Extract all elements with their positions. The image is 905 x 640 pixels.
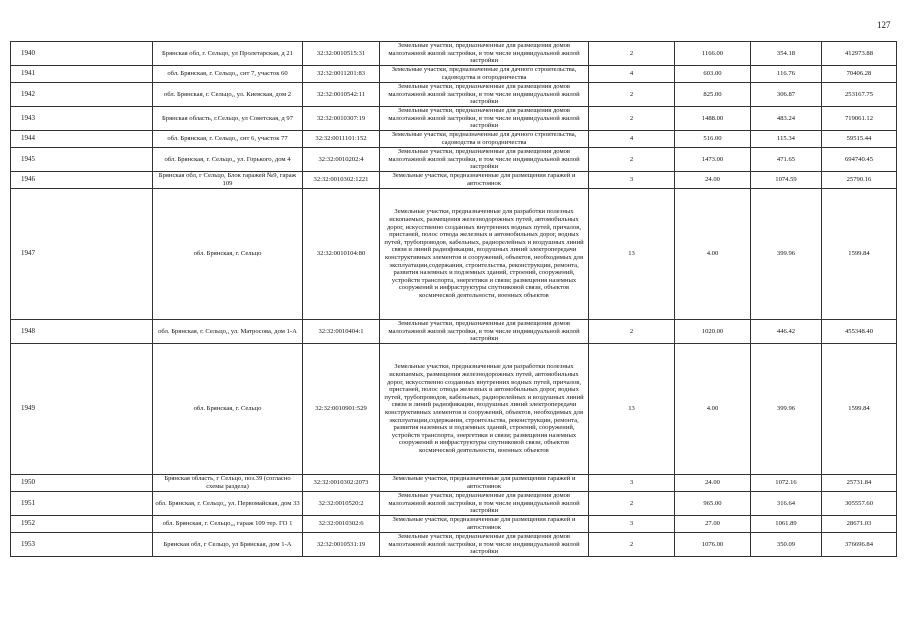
group-cell: 2 [589, 107, 675, 131]
area-cell: 1166.00 [675, 42, 751, 66]
cadastral-value-cell: 376696.84 [822, 533, 897, 557]
land-use-cell: Земельные участки, предназначенные для размещения домов малоэтажной жилой застройки, в том числе индивидуальной жилой застройки [380, 492, 589, 516]
table-row [11, 475, 897, 492]
row-number: 1952 [11, 516, 153, 533]
group-cell: 13 [589, 344, 675, 475]
address-cell: Брянская область, г Сельцо, поз.39 (согласно схемы раздела) [153, 475, 303, 492]
row-number: 1949 [11, 344, 153, 475]
area-cell: 1473.00 [675, 148, 751, 172]
land-use-cell: Земельные участки, предназначенные для разработки полезных ископаемых, размещения железнодорожных путей, автомобильных дорог, искусственно созданных внутренних водных путей, причалов, пристаней, полос отвода железных и автомобильных дорог, водных путей, трубопроводов, кабельных, радиорелейных и воздушных линий связи и линий радиофикации, воздушных линий электропередачи конструктивных элементов и сооружений, объектов, необходимых для эксплуатации,содержания, строительства, реконструкции, ремонта, развития наземных и подземных зданий, строений, сооружений, устройств транспорта, энергетики и связи; размещения наземных сооружений и инфраструктуры спутниковой связи, объектов космической деятельности, военных объектов [380, 189, 589, 320]
cadastral-number-cell: 32:32:0010901:529 [303, 344, 380, 475]
land-use-cell: Земельные участки, предназначенные для размещения гаражей и автостоянок [380, 475, 589, 492]
unit-value-cell: 1061.89 [751, 516, 822, 533]
land-use-cell: Земельные участки, предназначенные для размещения домов малоэтажной жилой застройки, в том числе индивидуальной жилой застройки [380, 148, 589, 172]
group-cell: 2 [589, 320, 675, 344]
unit-value-cell: 116.76 [751, 66, 822, 83]
row-number: 1942 [11, 83, 153, 107]
cadastral-value-cell: 25790.16 [822, 172, 897, 189]
row-number: 1941 [11, 66, 153, 83]
unit-value-cell: 115.34 [751, 131, 822, 148]
row-number: 1945 [11, 148, 153, 172]
land-use-cell: Земельные участки, предназначенные для размещения домов малоэтажной жилой застройки, в том числе индивидуальной жилой застройки [380, 83, 589, 107]
address-cell: обл. Брянская, г. Сельцо,, ул. Матросова, дом 1-А [153, 320, 303, 344]
group-cell: 3 [589, 475, 675, 492]
area-cell: 27.00 [675, 516, 751, 533]
address-cell: Брянская область, г.Сельцо, ул Советская, д 97 [153, 107, 303, 131]
unit-value-cell: 316.64 [751, 492, 822, 516]
cadastral-value-cell: 1599.84 [822, 344, 897, 475]
land-use-cell: Земельные участки, предназначенные для размещения гаражей и автостоянок [380, 172, 589, 189]
table-row [11, 172, 897, 189]
cadastral-value-cell: 70406.28 [822, 66, 897, 83]
land-use-cell: Земельные участки, предназначенные для размещения гаражей и автостоянок [380, 516, 589, 533]
page-number: 127 [877, 20, 891, 30]
group-cell: 3 [589, 172, 675, 189]
table-row [11, 344, 897, 475]
table-row [11, 131, 897, 148]
unit-value-cell: 483.24 [751, 107, 822, 131]
group-cell: 4 [589, 131, 675, 148]
address-cell: обл. Брянская, г. Сельцо,, ул. Горького, дом 4 [153, 148, 303, 172]
row-number: 1940 [11, 42, 153, 66]
area-cell: 24.00 [675, 475, 751, 492]
table-row [11, 42, 897, 66]
group-cell: 2 [589, 148, 675, 172]
table-row [11, 189, 897, 320]
cadastral-value-cell: 305557.60 [822, 492, 897, 516]
cadastral-number-cell: 32:32:0011201:83 [303, 66, 380, 83]
area-cell: 603.00 [675, 66, 751, 83]
area-cell: 825.00 [675, 83, 751, 107]
row-number: 1953 [11, 533, 153, 557]
address-cell: обл. Брянская, г. Сельцо [153, 344, 303, 475]
cadastral-number-cell: 32:32:0010302:6 [303, 516, 380, 533]
unit-value-cell: 306.87 [751, 83, 822, 107]
land-use-cell: Земельные участки, предназначенные для дачного строительства, садоводства и огородничества [380, 131, 589, 148]
area-cell: 24.00 [675, 172, 751, 189]
address-cell: обл. Брянская, г. Сельцо [153, 189, 303, 320]
land-use-cell: Земельные участки, предназначенные для разработки полезных ископаемых, размещения железнодорожных путей, автомобильных дорог, искусственно созданных внутренних водных путей, причалов, пристаней, полос отвода железных и автомобильных дорог, водных путей, трубопроводов, кабельных, радиорелейных и воздушных линий связи и линий радиофикации, воздушных линий электропередачи конструктивных элементов и сооружений, объектов, необходимых для эксплуатации,содержания, строительства, реконструкции, ремонта, развития наземных и подземных зданий, строений, сооружений, устройств транспорта, энергетики и связи; размещения наземных сооружений и инфраструктуры спутниковой связи, объектов космической деятельности, военных объектов [380, 344, 589, 475]
area-cell: 516.00 [675, 131, 751, 148]
row-number: 1947 [11, 189, 153, 320]
address-cell: обл. Брянская, г. Сельцо,, снт 6, участок 77 [153, 131, 303, 148]
unit-value-cell: 471.65 [751, 148, 822, 172]
row-number: 1943 [11, 107, 153, 131]
row-number: 1944 [11, 131, 153, 148]
area-cell: 1076.00 [675, 533, 751, 557]
group-cell: 2 [589, 533, 675, 557]
cadastral-value-cell: 694740.45 [822, 148, 897, 172]
address-cell: Брянская обл, г Сельцо, ул Брянская, дом 1-А [153, 533, 303, 557]
unit-value-cell: 399.96 [751, 189, 822, 320]
table-row [11, 148, 897, 172]
table-row [11, 83, 897, 107]
unit-value-cell: 1074.59 [751, 172, 822, 189]
table-row [11, 66, 897, 83]
cadastral-number-cell: 32:32:0010302:1221 [303, 172, 380, 189]
address-cell: обл. Брянская, г. Сельцо,, снт 7, участок 60 [153, 66, 303, 83]
cadastral-value-cell: 28671.03 [822, 516, 897, 533]
cadastral-value-cell: 455348.40 [822, 320, 897, 344]
unit-value-cell: 354.18 [751, 42, 822, 66]
area-cell: 965.00 [675, 492, 751, 516]
row-number: 1948 [11, 320, 153, 344]
cadastral-number-cell: 32:32:0010520:2 [303, 492, 380, 516]
cadastral-number-cell: 32:32:0010202:4 [303, 148, 380, 172]
cadastral-value-cell: 719061.12 [822, 107, 897, 131]
address-cell: обл. Брянская, г. Сельцо,, ул. Киевская, дом 2 [153, 83, 303, 107]
group-cell: 4 [589, 66, 675, 83]
group-cell: 3 [589, 516, 675, 533]
row-number: 1951 [11, 492, 153, 516]
cadastral-value-cell: 412973.88 [822, 42, 897, 66]
land-use-cell: Земельные участки, предназначенные для размещения домов малоэтажной жилой застройки, в том числе индивидуальной жилой застройки [380, 42, 589, 66]
area-cell: 4.00 [675, 189, 751, 320]
address-cell: Брянская обл, г Сельцо, Блок гаражей №9, гараж 109 [153, 172, 303, 189]
cadastral-value-cell: 1599.84 [822, 189, 897, 320]
unit-value-cell: 446.42 [751, 320, 822, 344]
group-cell: 2 [589, 83, 675, 107]
table-row [11, 533, 897, 557]
land-use-cell: Земельные участки, предназначенные для размещения домов малоэтажной жилой застройки, в том числе индивидуальной жилой застройки [380, 107, 589, 131]
cadastral-number-cell: 32:32:0010302:2073 [303, 475, 380, 492]
cadastral-value-cell: 25731.84 [822, 475, 897, 492]
row-number: 1946 [11, 172, 153, 189]
address-cell: Брянская обл, г. Сельцо, ул Пролетарская, д 21 [153, 42, 303, 66]
group-cell: 2 [589, 42, 675, 66]
cadastral-value-cell: 253167.75 [822, 83, 897, 107]
table-body [11, 42, 897, 557]
cadastral-number-cell: 32:32:0010542:11 [303, 83, 380, 107]
cadastral-number-cell: 32:32:0010307:19 [303, 107, 380, 131]
land-use-cell: Земельные участки, предназначенные для дачного строительства, садоводства и огородничества [380, 66, 589, 83]
group-cell: 13 [589, 189, 675, 320]
row-number: 1950 [11, 475, 153, 492]
land-use-cell: Земельные участки, предназначенные для размещения домов малоэтажной жилой застройки, в том числе индивидуальной жилой застройки [380, 533, 589, 557]
table-row [11, 492, 897, 516]
table-row [11, 320, 897, 344]
cadastral-number-cell: 32:32:0010104:80 [303, 189, 380, 320]
area-cell: 4.00 [675, 344, 751, 475]
table-row [11, 516, 897, 533]
unit-value-cell: 399.96 [751, 344, 822, 475]
table-row [11, 107, 897, 131]
unit-value-cell: 350.09 [751, 533, 822, 557]
cadastral-number-cell: 32:32:0010531:19 [303, 533, 380, 557]
area-cell: 1020.00 [675, 320, 751, 344]
cadastral-value-cell: 59515.44 [822, 131, 897, 148]
unit-value-cell: 1072.16 [751, 475, 822, 492]
cadastral-number-cell: 32:32:0011101:152 [303, 131, 380, 148]
address-cell: обл. Брянская, г. Сельцо,, ул. Первомайская, дом 33 [153, 492, 303, 516]
cadastral-number-cell: 32:32:0010515:31 [303, 42, 380, 66]
address-cell: обл. Брянская, г. Сельцо,,, гараж 109 тер. ГО 1 [153, 516, 303, 533]
cadastral-number-cell: 32:32:0010404:1 [303, 320, 380, 344]
land-plots-table [10, 41, 897, 557]
area-cell: 1488.00 [675, 107, 751, 131]
land-use-cell: Земельные участки, предназначенные для размещения домов малоэтажной жилой застройки, в том числе индивидуальной жилой застройки [380, 320, 589, 344]
group-cell: 2 [589, 492, 675, 516]
